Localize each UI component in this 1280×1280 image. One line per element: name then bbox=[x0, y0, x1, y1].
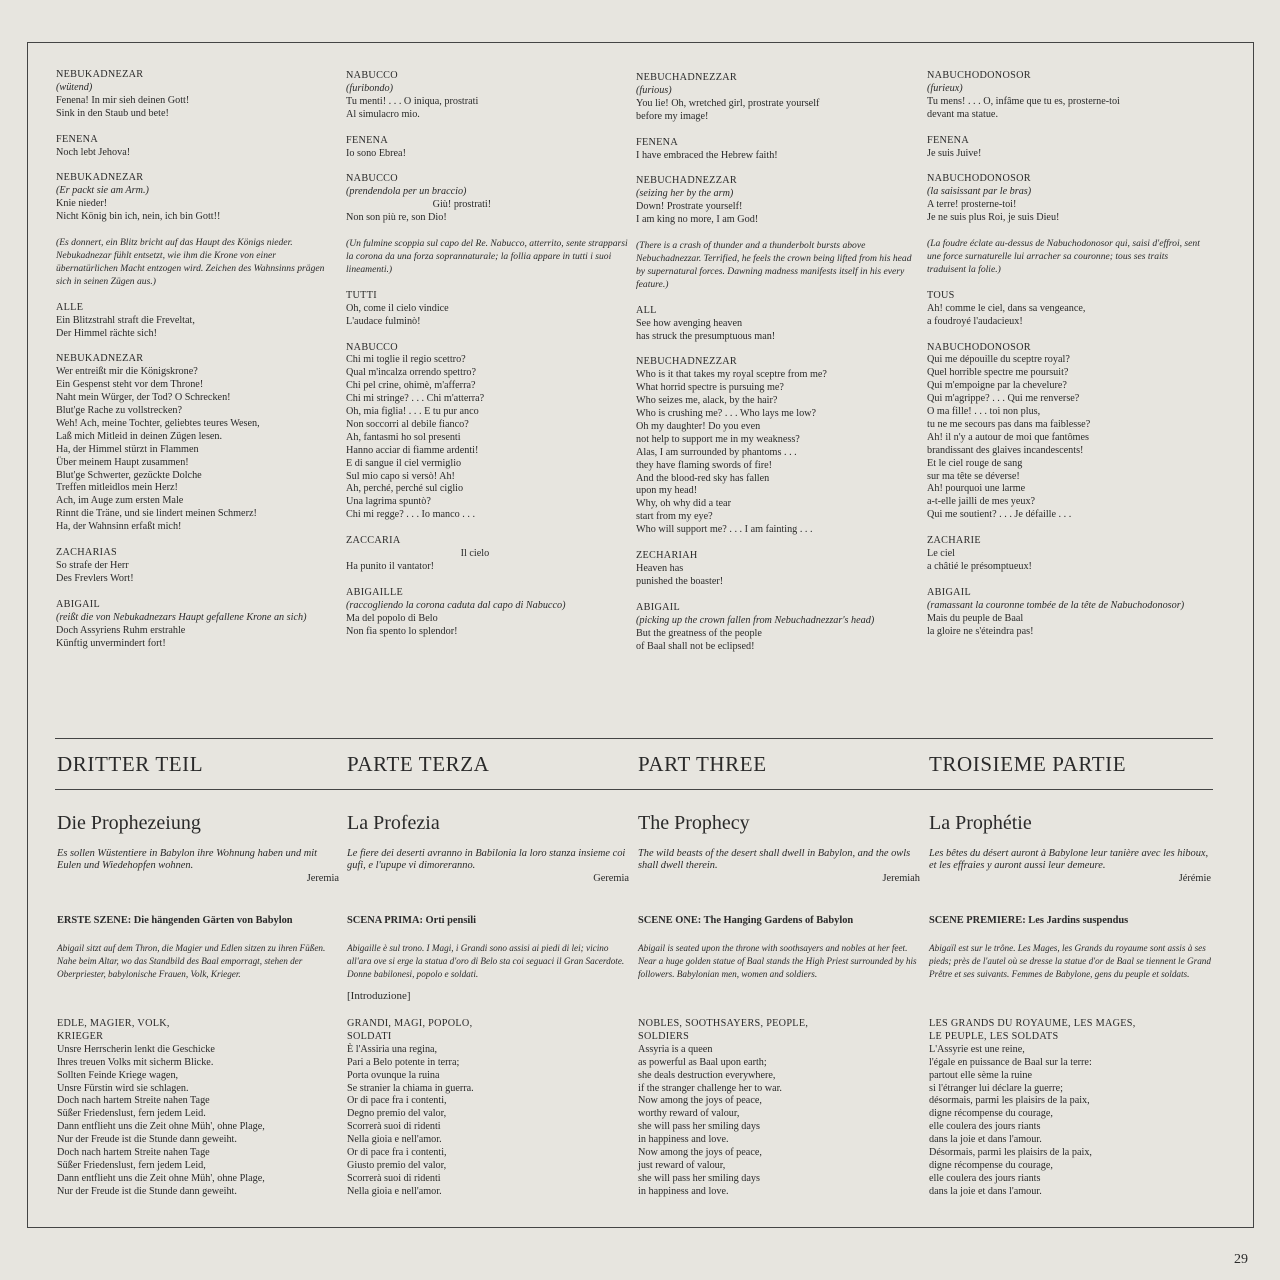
verse-line: Who is crushing me? . . . Who lays me low? bbox=[636, 408, 817, 420]
motto-author: Geremia bbox=[593, 872, 629, 884]
verse-line: See how avenging heaven bbox=[636, 317, 743, 329]
direction-text: (ramassant la couronne tombée de la tête de Nabuchodonosor) bbox=[927, 599, 1185, 611]
chorus-german bbox=[57, 1018, 339, 1199]
verse-line: they have flaming swords of fire! bbox=[636, 459, 773, 471]
verse-line: Je suis Juive! bbox=[927, 147, 982, 159]
verse-line: tu ne me secours pas dans ma faiblesse? bbox=[927, 418, 1091, 430]
verse-line: Qui me soutient? . . . Je défaille . . . bbox=[927, 509, 1072, 521]
rule-bottom bbox=[55, 789, 1213, 790]
verse-line: Dann entflieht uns die Zeit ohne Müh', ohne Plage, bbox=[57, 1172, 265, 1184]
verse-line: Des Frevlers Wort! bbox=[56, 572, 134, 584]
verse-line: désormais, parmi les plaisirs de la paix, bbox=[929, 1095, 1090, 1107]
dialogue-block bbox=[927, 290, 1209, 329]
verse-line: Ah! il n'y a autour de moi que fantômes bbox=[927, 431, 1089, 443]
verse-line: Unsre Herrscherin lenkt die Geschicke bbox=[57, 1043, 215, 1055]
verse-line: Who seizes me, alack, by the hair? bbox=[636, 395, 778, 407]
verse-line: worthy reward of valour, bbox=[638, 1108, 740, 1120]
verse-line: But the greatness of the people bbox=[636, 627, 762, 639]
dialogue-block bbox=[636, 240, 918, 292]
verse-line: before my image! bbox=[636, 110, 709, 122]
verse-line: È l'Assiria una regina, bbox=[347, 1043, 438, 1055]
verse-line: Ah, fantasmi ho sol presenti bbox=[346, 431, 461, 443]
verse-line: Nur der Freude ist die Stunde dann geweiht. bbox=[57, 1185, 237, 1197]
act-title-italian: La Profezia bbox=[347, 812, 440, 834]
verse-line: I have embraced the Hebrew faith! bbox=[636, 149, 778, 161]
verse-line: Giù! prostrati! bbox=[346, 199, 492, 211]
verse-line: Scorrerà suoi di ridenti bbox=[347, 1121, 441, 1133]
top-column-german bbox=[56, 69, 338, 663]
dialogue-block bbox=[636, 72, 918, 124]
verse-line: O ma fille! . . . toi non plus, bbox=[927, 406, 1041, 418]
dialogue-block bbox=[927, 135, 1209, 161]
verse-line: Süßer Friedenslust, fern jedem Leid. bbox=[57, 1108, 206, 1120]
verse-line: Pari a Belo potente in terra; bbox=[347, 1056, 460, 1068]
verse-line: Qui me dépouille du sceptre royal? bbox=[927, 354, 1070, 366]
verse-line: Scorrerà suoi di ridenti bbox=[347, 1172, 441, 1184]
verse-line: Porta ovunque la ruina bbox=[347, 1069, 440, 1081]
scene-description-german: Abigail sitzt auf dem Thron, die Magier und Edlen sitzen zu ihren Füßen. Nahe beim Altar, wo das Standbild des Baal emporragt, stehen der Oberpriester, babylonische Frauen, Volk, Krieger. bbox=[57, 943, 326, 979]
dialogue-block bbox=[346, 587, 628, 639]
verse-line: Una lagrima spuntò? bbox=[346, 496, 431, 508]
dialogue-block bbox=[346, 135, 628, 161]
speaker-name: TUTTI bbox=[346, 289, 377, 301]
verse-line: Now among the joys of peace, bbox=[638, 1147, 762, 1159]
verse-line: she will pass her smiling days bbox=[638, 1172, 760, 1184]
speaker-name: FENENA bbox=[636, 136, 678, 148]
direction-text: (seizing her by the arm) bbox=[636, 188, 734, 200]
stage-direction: (Es donnert, ein Blitz bricht auf das Haupt des Königs nieder. Nebukadnezar fühlt entsetzt, wie ihm die Krone von einer übernatürlichen Macht entzogen wird. Zeichen des Wahnsinns prägen sich in seinen Zügen aus.) bbox=[56, 237, 325, 287]
speaker-name: NABUCCO bbox=[346, 173, 398, 185]
verse-line: Fenena! In mir sieh deinen Gott! bbox=[56, 94, 190, 106]
dialogue-block bbox=[927, 173, 1209, 225]
verse-line: Ein Gespenst steht vor dem Throne! bbox=[56, 379, 204, 391]
direction-text: (raccogliendo la corona caduta dal capo di Nabucco) bbox=[346, 599, 566, 611]
dialogue-block bbox=[636, 356, 918, 537]
verse-line: Laß mich Mitleid in deinen Zügen lesen. bbox=[56, 430, 223, 442]
dialogue-block bbox=[927, 70, 1209, 122]
verse-line: start from my eye? bbox=[636, 511, 713, 523]
verse-line: Giusto premio del valor, bbox=[347, 1159, 447, 1171]
motto-text: Le fiere dei deserti avranno in Babilonia la loro stanza insieme coi gufi, e l'upupe vi dimoreranno. bbox=[347, 848, 626, 872]
speaker-name: NEBUCHADNEZZAR bbox=[636, 356, 737, 368]
verse-line: Alas, I am surrounded by phantoms . . . bbox=[636, 446, 797, 458]
verse-line: Treffen mitleidlos mein Herz! bbox=[56, 482, 178, 494]
speaker-name: NABUCHODONOSOR bbox=[927, 70, 1031, 81]
verse-line: Ah, perché, perché sul ciglio bbox=[346, 483, 464, 495]
act-title-french: La Prophétie bbox=[929, 812, 1032, 834]
verse-line: Degno premio del valor, bbox=[347, 1108, 447, 1120]
verse-line: Tu menti! . . . O iniqua, prostrati bbox=[346, 95, 479, 107]
introduction-label: [Introduzione] bbox=[347, 990, 411, 1003]
verse-line: Noch lebt Jehova! bbox=[56, 146, 131, 158]
verse-line: Wer entreißt mir die Königskrone? bbox=[56, 366, 198, 378]
verse-line: Oh, mia figlia! . . . E tu pur anco bbox=[346, 406, 479, 418]
verse-line: dans la joie et dans l'amour. bbox=[929, 1134, 1042, 1146]
speaker-name: ABIGAILLE bbox=[346, 586, 404, 598]
verse-line: Ah! comme le ciel, dans sa vengeance, bbox=[927, 302, 1086, 314]
act-title-english: The Prophecy bbox=[638, 812, 750, 834]
verse-line: L'audace fulminò! bbox=[346, 315, 421, 327]
speaker-name: ABIGAIL bbox=[927, 586, 971, 598]
verse-line: sur ma tête se déverse! bbox=[927, 470, 1020, 482]
motto-text: The wild beasts of the desert shall dwell in Babylon, and the owls shall dwell therein. bbox=[638, 848, 911, 872]
speaker-name: FENENA bbox=[346, 134, 388, 146]
dialogue-block bbox=[56, 302, 338, 341]
top-column-italian bbox=[346, 70, 628, 652]
verse-line: I am king no more, I am God! bbox=[636, 214, 759, 226]
scene-description-text: Abigaille è sul trono. I Magi, i Grandi sono assisi ai piedi di lei; vicino all'ara ove si erge la statua d'oro di Belo sta coi seguaci il Gran Sacerdote. Donne babilonesi, popolo e soldati. bbox=[347, 943, 625, 979]
speaker-name: NABUCHODONOSOR bbox=[927, 341, 1031, 353]
direction-text: (la saisissant par le bras) bbox=[927, 186, 1032, 198]
verse-line: Hanno acciar di fiamme ardenti! bbox=[346, 444, 479, 456]
speaker-name: SOLDIERS bbox=[638, 1030, 690, 1042]
speaker-name: GRANDI, MAGI, POPOLO, bbox=[347, 1018, 473, 1029]
verse-line: Dann entflieht uns die Zeit ohne Müh', ohne Plage, bbox=[57, 1121, 265, 1133]
verse-line: a foudroyé l'audacieux! bbox=[927, 315, 1023, 327]
speaker-name: ZACHARIE bbox=[927, 535, 981, 547]
verse-line: Chi pel crine, ohimè, m'afferra? bbox=[346, 380, 476, 392]
verse-line: not help to support me in my weakness? bbox=[636, 433, 800, 445]
dialogue-block bbox=[927, 342, 1209, 523]
verse-line: Ha, der Himmel stürzt in Flammen bbox=[56, 443, 199, 455]
verse-line: Sul mio capo si versò! Ah! bbox=[346, 470, 455, 482]
verse-line: Non fia spento lo splendor! bbox=[346, 625, 458, 637]
speaker-name: ABIGAIL bbox=[56, 598, 100, 610]
dialogue-block bbox=[346, 535, 628, 574]
direction-text: (furibondo) bbox=[346, 82, 393, 94]
speaker-name: FENENA bbox=[56, 133, 98, 145]
scene-description-italian bbox=[347, 942, 629, 1010]
verse-line: brandissant des glaives incandescents! bbox=[927, 444, 1084, 456]
dialogue-block bbox=[56, 547, 338, 586]
verse-line: Unsre Fürstin wird sie schlagen. bbox=[57, 1082, 189, 1094]
dialogue-block bbox=[56, 599, 338, 651]
speaker-name: NOBLES, SOOTHSAYERS, PEOPLE, bbox=[638, 1018, 809, 1029]
verse-line: You lie! Oh, wretched girl, prostrate yourself bbox=[636, 97, 820, 109]
verse-line: Doch nach hartem Streite nahen Tage bbox=[57, 1147, 210, 1159]
dialogue-block bbox=[636, 305, 918, 344]
verse-line: devant ma statue. bbox=[927, 108, 999, 120]
verse-line: Je ne suis plus Roi, je suis Dieu! bbox=[927, 212, 1060, 224]
verse-line: Io sono Ebrea! bbox=[346, 147, 406, 159]
dialogue-block bbox=[346, 70, 628, 122]
dialogue-block bbox=[346, 173, 628, 225]
verse-line: Künftig unvermindert fort! bbox=[56, 637, 166, 649]
dialogue-block bbox=[636, 137, 918, 163]
verse-line: l'égale en puissance de Baal sur la terre: bbox=[929, 1056, 1092, 1068]
scene-heading-italian: SCENA PRIMA: Orti pensili bbox=[347, 915, 477, 926]
verse-line: Doch nach hartem Streite nahen Tage bbox=[57, 1095, 210, 1107]
speaker-name: KRIEGER bbox=[57, 1030, 104, 1042]
verse-line: Se stranier la chiama in guerra. bbox=[347, 1082, 474, 1094]
dialogue-block bbox=[927, 238, 1209, 277]
direction-text: (wütend) bbox=[56, 81, 93, 93]
verse-line: Süßer Friedenslust, fern jedem Leid, bbox=[57, 1159, 206, 1171]
top-column-english bbox=[636, 72, 918, 666]
verse-line: Blut'ge Schwerter, gezückte Dolche bbox=[56, 469, 202, 481]
verse-line: Der Himmel rächte sich! bbox=[56, 327, 157, 339]
dialogue-block bbox=[56, 134, 338, 160]
rule-top bbox=[55, 738, 1213, 739]
verse-line: si l'étranger lui déclare la guerre; bbox=[929, 1082, 1063, 1094]
verse-line: Ma del popolo di Belo bbox=[346, 612, 438, 624]
verse-line: Quel horrible spectre me poursuit? bbox=[927, 367, 1069, 379]
verse-line: Al simulacro mio. bbox=[346, 108, 420, 120]
speaker-name: EDLE, MAGIER, VOLK, bbox=[57, 1018, 170, 1029]
verse-line: Oh my daughter! Do you even bbox=[636, 420, 761, 432]
speaker-name: ZACHARIAS bbox=[56, 547, 117, 559]
motto-french bbox=[929, 848, 1211, 885]
verse-line: Oh, come il cielo vindice bbox=[346, 302, 449, 314]
verse-line: Non soccorri al debile fianco? bbox=[346, 418, 469, 430]
speaker-name: LES GRANDS DU ROYAUME, LES MAGES, bbox=[929, 1018, 1136, 1029]
motto-text: Les bêtes du désert auront à Babylone leur tanière avec les hiboux, et les effraies y auront aussi leur demeure. bbox=[929, 848, 1209, 872]
scene-heading-german: ERSTE SZENE: Die hängenden Gärten von Babylon bbox=[57, 915, 293, 926]
verse-line: as powerful as Baal upon earth; bbox=[638, 1056, 767, 1068]
speaker-name: NABUCCO bbox=[346, 70, 398, 81]
part-title-english: PART THREE bbox=[638, 752, 767, 776]
speaker-name: LE PEUPLE, LES SOLDATS bbox=[929, 1030, 1059, 1042]
speaker-name: NEBUKADNEZAR bbox=[56, 353, 144, 365]
direction-text: (prendendola per un braccio) bbox=[346, 186, 467, 198]
verse-line: And the blood-red sky has fallen bbox=[636, 472, 770, 484]
verse-line: Now among the joys of peace, bbox=[638, 1095, 762, 1107]
verse-line: Rinnt die Träne, und sie lindert meinen Schmerz! bbox=[56, 508, 257, 520]
speaker-name: NEBUKADNEZAR bbox=[56, 172, 144, 184]
dialogue-block bbox=[56, 69, 338, 121]
verse-line: she deals destruction everywhere, bbox=[638, 1069, 776, 1081]
verse-line: Nicht König bin ich, nein, ich bin Gott!! bbox=[56, 211, 221, 223]
verse-line: Qual m'incalza orrendo spettro? bbox=[346, 367, 476, 379]
speaker-name: ABIGAIL bbox=[636, 601, 680, 613]
verse-line: if the stranger challenge her to war. bbox=[638, 1082, 782, 1094]
verse-line: A terre! prosterne-toi! bbox=[927, 199, 1017, 211]
speaker-name: NEBUKADNEZAR bbox=[56, 69, 144, 80]
verse-line: Nur der Freude ist die Stunde dann geweiht. bbox=[57, 1134, 237, 1146]
dialogue-block bbox=[56, 353, 338, 534]
verse-line: dans la joie et dans l'amour. bbox=[929, 1185, 1042, 1197]
verse-line: a-t-elle jailli de mes yeux? bbox=[927, 496, 1036, 508]
verse-line: Le ciel bbox=[927, 548, 955, 560]
verse-line: Sollten Feinde Kriege wagen, bbox=[57, 1069, 179, 1081]
verse-line: Weh! Ach, meine Tochter, geliebtes teures Wesen, bbox=[56, 417, 260, 429]
verse-line: Assyria is a queen bbox=[638, 1043, 713, 1055]
verse-line: Qui m'empoigne par la chevelure? bbox=[927, 380, 1067, 392]
dialogue-block bbox=[56, 237, 338, 289]
verse-line: Or di pace fra i contenti, bbox=[347, 1147, 447, 1159]
scene-heading-french: SCENE PREMIERE: Les Jardins suspendus bbox=[929, 915, 1129, 926]
stage-direction: (Un fulmine scoppia sul capo del Re. Nabucco, atterrito, sente strapparsi la corona da una forza soprannaturale; la follia appare in tutti i suoi lineamenti.) bbox=[346, 238, 628, 275]
verse-line: Who will support me? . . . I am fainting . . . bbox=[636, 524, 813, 536]
verse-line: Désormais, parmi les plaisirs de la paix, bbox=[929, 1147, 1092, 1159]
stage-direction: (There is a crash of thunder and a thunderbolt bursts above Nebuchadnezzar. Terrified, he feels the crown being lifted from his head by supernatural forces. Dawning madness manifests itself in his every feature.) bbox=[636, 240, 912, 290]
dialogue-block bbox=[927, 535, 1209, 574]
verse-line: Nella gioia e nell'amor. bbox=[347, 1134, 442, 1146]
dialogue-block bbox=[636, 602, 918, 654]
scene-description-english: Abigail is seated upon the throne with soothsayers and nobles at her feet. Near a huge golden statue of Baal stands the High Priest surrounded by his followers. Babylonian men, women and soldiers. bbox=[638, 943, 917, 979]
verse-line: just reward of valour, bbox=[638, 1159, 726, 1171]
verse-line: partout elle sème la ruine bbox=[929, 1069, 1032, 1081]
direction-text: (furieux) bbox=[927, 82, 963, 94]
verse-line: Tu mens! . . . O, infâme que tu es, prosterne-toi bbox=[927, 95, 1120, 107]
speaker-name: ZACCARIA bbox=[346, 535, 401, 547]
verse-line: Or di pace fra i contenti, bbox=[347, 1095, 447, 1107]
verse-line: Ein Blitzstrahl straft die Freveltat, bbox=[56, 314, 195, 326]
act-title-german: Die Prophezeiung bbox=[57, 812, 201, 834]
verse-line: Et le ciel rouge de sang bbox=[927, 457, 1023, 469]
speaker-name: ALLE bbox=[56, 301, 84, 313]
motto-italian bbox=[347, 848, 629, 885]
dialogue-block bbox=[346, 238, 628, 277]
verse-line: Why, oh why did a tear bbox=[636, 498, 731, 510]
verse-line: Chi mi toglie il regio scettro? bbox=[346, 354, 466, 366]
motto-german bbox=[57, 848, 339, 885]
speaker-name: NEBUCHADNEZZAR bbox=[636, 175, 737, 187]
speaker-name: ZECHARIAH bbox=[636, 550, 698, 562]
dialogue-block bbox=[346, 342, 628, 523]
direction-text: (picking up the crown fallen from Nebuchadnezzar's head) bbox=[636, 614, 875, 626]
verse-line: a châtié le présomptueux! bbox=[927, 561, 1032, 572]
verse-line: Doch Assyriens Ruhm erstrahle bbox=[56, 624, 186, 636]
verse-line: Nella gioia e nell'amor. bbox=[347, 1185, 442, 1197]
verse-line: Sink in den Staub und bete! bbox=[56, 107, 169, 119]
verse-line: E di sangue il ciel vermiglio bbox=[346, 457, 462, 469]
dialogue-block bbox=[927, 587, 1209, 639]
scene-description-french: Abigaïl est sur le trône. Les Mages, les Grands du royaume sont assis à ses pieds; près de l'autel où se dresse la statue d'or de Baal se tiennent le Grand Prêtre et ses suivants. Femmes de Babylone, gens du peuple et soldats. bbox=[929, 943, 1211, 979]
verse-line: Ach, im Auge zum ersten Male bbox=[56, 495, 184, 507]
verse-line: punished the boaster! bbox=[636, 575, 724, 587]
chorus-english bbox=[638, 1018, 920, 1199]
verse-line: she will pass her smiling days bbox=[638, 1121, 760, 1133]
verse-line: in happiness and love. bbox=[638, 1185, 729, 1197]
motto-english bbox=[638, 848, 920, 885]
speaker-name: NABUCCO bbox=[346, 341, 398, 353]
verse-line: Ha punito il vantator! bbox=[346, 561, 434, 572]
speaker-name: NABUCHODONOSOR bbox=[927, 173, 1031, 185]
part-title-french: TROISIEME PARTIE bbox=[929, 752, 1127, 776]
speaker-name: FENENA bbox=[927, 134, 969, 146]
verse-line: Heaven has bbox=[636, 563, 684, 574]
speaker-name: TOUS bbox=[927, 289, 955, 301]
dialogue-block bbox=[56, 172, 338, 224]
page-number: 29 bbox=[1234, 1252, 1248, 1267]
verse-line: Who is it that takes my royal sceptre from me? bbox=[636, 369, 827, 381]
verse-line: So strafe der Herr bbox=[56, 560, 129, 571]
chorus-french bbox=[929, 1018, 1211, 1199]
verse-line: of Baal shall not be eclipsed! bbox=[636, 640, 755, 652]
scene-heading-english: SCENE ONE: The Hanging Gardens of Babylon bbox=[638, 915, 854, 926]
part-title-italian: PARTE TERZA bbox=[347, 752, 490, 776]
motto-author: Jérémie bbox=[1178, 872, 1211, 884]
verse-line: Mais du peuple de Baal bbox=[927, 612, 1024, 624]
verse-line: Blut'ge Rache zu vollstrecken? bbox=[56, 405, 183, 417]
verse-line: has struck the presumptuous man! bbox=[636, 330, 776, 342]
verse-line: Naht mein Würger, der Tod? O Schrecken! bbox=[56, 392, 231, 404]
speaker-name: ALL bbox=[636, 304, 657, 316]
verse-line: Ha, der Wahnsinn erfaßt mich! bbox=[56, 521, 182, 533]
verse-line: Il cielo bbox=[346, 548, 490, 560]
verse-line: Ah! pourquoi une larme bbox=[927, 483, 1026, 495]
stage-direction: (La foudre éclate au-dessus de Nabuchodonosor qui, saisi d'effroi, sent une force surnaturelle lui arracher sa couronne; tous ses traits traduisent la folie.) bbox=[927, 238, 1200, 275]
verse-line: What horrid spectre is pursuing me? bbox=[636, 382, 784, 394]
dialogue-block bbox=[636, 175, 918, 227]
verse-line: Knie nieder! bbox=[56, 198, 108, 210]
verse-line: Qui m'agrippe? . . . Qui me renverse? bbox=[927, 393, 1080, 405]
motto-author: Jeremia bbox=[306, 872, 339, 884]
verse-line: digne récompense du courage, bbox=[929, 1159, 1053, 1171]
verse-line: digne récompense du courage, bbox=[929, 1108, 1053, 1120]
verse-line: la gloire ne s'éteindra pas! bbox=[927, 625, 1034, 637]
verse-line: Non son più re, son Dio! bbox=[346, 212, 447, 224]
verse-line: Down! Prostrate yourself! bbox=[636, 201, 743, 213]
speaker-name: SOLDATI bbox=[347, 1030, 392, 1042]
verse-line: Über meinem Haupt zusammen! bbox=[56, 456, 189, 468]
verse-line: Chi mi regge? . . . Io manco . . . bbox=[346, 509, 476, 521]
top-column-french bbox=[927, 70, 1209, 652]
verse-line: elle coulera des jours riants bbox=[929, 1172, 1041, 1184]
chorus-italian bbox=[347, 1018, 629, 1199]
direction-text: (Er packt sie am Arm.) bbox=[56, 185, 149, 197]
speaker-name: NEBUCHADNEZZAR bbox=[636, 72, 737, 83]
part-title-german: DRITTER TEIL bbox=[57, 752, 204, 776]
verse-line: upon my head! bbox=[636, 485, 698, 497]
direction-text: (furious) bbox=[636, 84, 672, 96]
dialogue-block bbox=[636, 550, 918, 589]
direction-text: (reißt die von Nebukadnezars Haupt gefallene Krone an sich) bbox=[56, 611, 307, 623]
verse-line: in happiness and love. bbox=[638, 1134, 729, 1146]
dialogue-block bbox=[346, 290, 628, 329]
verse-line: elle coulera des jours riants bbox=[929, 1121, 1041, 1133]
verse-line: Chi mi stringe? . . . Chi m'atterra? bbox=[346, 393, 485, 405]
verse-line: Ihres treuen Volks mit sicherm Blicke. bbox=[57, 1056, 214, 1068]
verse-line: L'Assyrie est une reine, bbox=[929, 1043, 1025, 1055]
motto-text: Es sollen Wüstentiere in Babylon ihre Wohnung haben und mit Eulen und Wiedehopfen wohnen. bbox=[57, 848, 318, 872]
motto-author: Jeremiah bbox=[882, 872, 920, 884]
